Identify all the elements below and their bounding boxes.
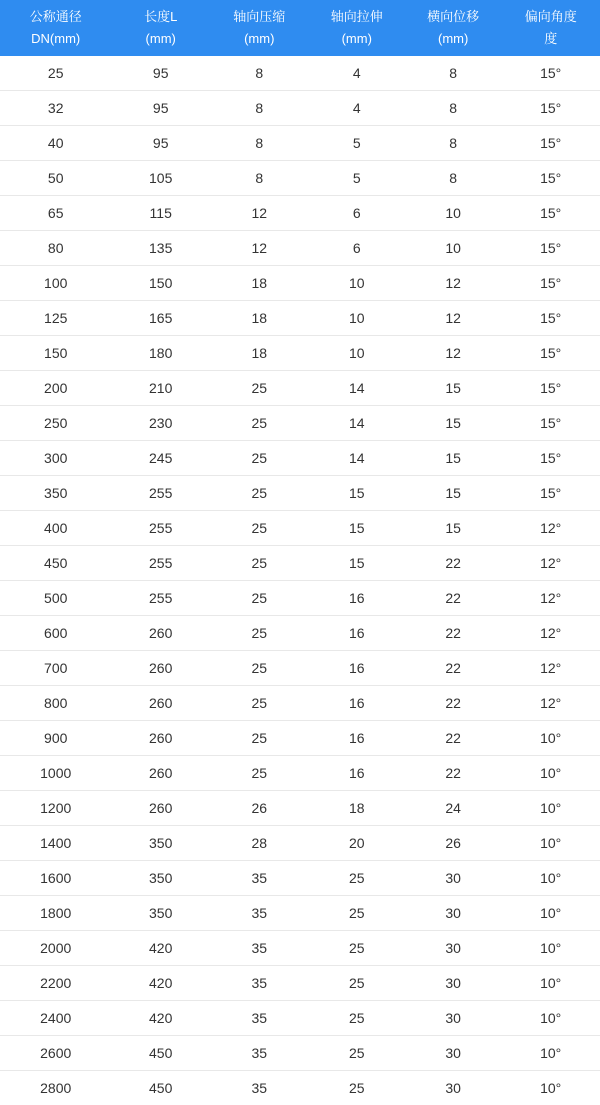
column-header-line1: 公称通径 [2, 6, 109, 28]
column-header-line2: 度 [503, 28, 598, 50]
table-cell: 35 [210, 861, 309, 896]
table-cell: 25 [210, 511, 309, 546]
table-cell: 100 [0, 266, 111, 301]
table-cell: 30 [405, 861, 501, 896]
table-cell: 80 [0, 231, 111, 266]
table-cell: 28 [210, 826, 309, 861]
table-cell: 8 [405, 91, 501, 126]
table-cell: 12° [501, 686, 600, 721]
table-cell: 2200 [0, 966, 111, 1001]
table-cell: 18 [210, 266, 309, 301]
table-cell: 16 [309, 721, 405, 756]
table-row [0, 371, 600, 406]
table-cell: 15° [501, 196, 600, 231]
column-header-line2: (mm) [407, 28, 499, 50]
table-cell: 30 [405, 896, 501, 931]
table-row [0, 581, 600, 616]
table-cell: 500 [0, 581, 111, 616]
table-row [0, 336, 600, 371]
table-cell: 14 [309, 441, 405, 476]
table-row [0, 1071, 600, 1105]
table-cell: 22 [405, 546, 501, 581]
table-cell: 2600 [0, 1036, 111, 1071]
table-cell: 32 [0, 91, 111, 126]
column-header-line2: DN(mm) [2, 28, 109, 50]
table-cell: 10 [309, 336, 405, 371]
table-cell: 125 [0, 301, 111, 336]
table-cell: 1000 [0, 756, 111, 791]
table-cell: 30 [405, 1071, 501, 1105]
table-row [0, 301, 600, 336]
table-cell: 1200 [0, 791, 111, 826]
table-cell: 15 [309, 476, 405, 511]
table-cell: 14 [309, 371, 405, 406]
table-row [0, 91, 600, 126]
table-row [0, 1001, 600, 1036]
table-cell: 230 [111, 406, 210, 441]
table-cell: 5 [309, 161, 405, 196]
table-cell: 8 [405, 161, 501, 196]
table-cell: 165 [111, 301, 210, 336]
table-cell: 12 [210, 196, 309, 231]
table-cell: 25 [309, 861, 405, 896]
table-cell: 15° [501, 301, 600, 336]
table-cell: 4 [309, 91, 405, 126]
table-cell: 15° [501, 371, 600, 406]
table-cell: 1600 [0, 861, 111, 896]
table-cell: 300 [0, 441, 111, 476]
table-cell: 8 [405, 126, 501, 161]
table-row [0, 441, 600, 476]
table-cell: 25 [210, 546, 309, 581]
table-cell: 15 [405, 371, 501, 406]
table-row [0, 791, 600, 826]
table-cell: 8 [210, 161, 309, 196]
table-cell: 25 [210, 756, 309, 791]
table-cell: 12° [501, 581, 600, 616]
table-cell: 12 [405, 301, 501, 336]
table-cell: 350 [111, 826, 210, 861]
table-cell: 25 [210, 476, 309, 511]
table-cell: 10 [309, 301, 405, 336]
table-cell: 95 [111, 56, 210, 91]
table-cell: 400 [0, 511, 111, 546]
table-cell: 35 [210, 1001, 309, 1036]
table-cell: 150 [111, 266, 210, 301]
table-cell: 10° [501, 931, 600, 966]
table-cell: 25 [210, 686, 309, 721]
column-header-1 [111, 0, 210, 56]
table-header [0, 0, 600, 56]
table-cell: 210 [111, 371, 210, 406]
table-cell: 260 [111, 791, 210, 826]
column-header-line1: 轴向压缩 [212, 6, 307, 28]
table-cell: 10° [501, 861, 600, 896]
column-header-3 [309, 0, 405, 56]
table-cell: 260 [111, 616, 210, 651]
table-row [0, 126, 600, 161]
table-row [0, 721, 600, 756]
table-cell: 25 [0, 56, 111, 91]
table-cell: 25 [210, 406, 309, 441]
table-cell: 22 [405, 721, 501, 756]
table-row [0, 1036, 600, 1071]
table-cell: 15° [501, 266, 600, 301]
table-cell: 450 [0, 546, 111, 581]
table-cell: 1400 [0, 826, 111, 861]
table-cell: 260 [111, 721, 210, 756]
table-cell: 12 [405, 336, 501, 371]
table-cell: 15 [405, 441, 501, 476]
table-cell: 700 [0, 651, 111, 686]
table-row [0, 651, 600, 686]
column-header-5 [501, 0, 600, 56]
table-cell: 25 [210, 441, 309, 476]
column-header-4 [405, 0, 501, 56]
table-row [0, 161, 600, 196]
table-row [0, 231, 600, 266]
table-cell: 260 [111, 651, 210, 686]
column-header-2 [210, 0, 309, 56]
table-cell: 350 [111, 896, 210, 931]
table-cell: 2400 [0, 1001, 111, 1036]
table-cell: 420 [111, 966, 210, 1001]
table-cell: 255 [111, 581, 210, 616]
table-row [0, 406, 600, 441]
table-cell: 40 [0, 126, 111, 161]
table-cell: 10° [501, 896, 600, 931]
table-cell: 12° [501, 616, 600, 651]
table-row [0, 266, 600, 301]
column-header-line1: 横向位移 [407, 6, 499, 28]
table-cell: 250 [0, 406, 111, 441]
table-cell: 24 [405, 791, 501, 826]
table-cell: 245 [111, 441, 210, 476]
table-cell: 12° [501, 651, 600, 686]
table-cell: 4 [309, 56, 405, 91]
table-row [0, 931, 600, 966]
table-row [0, 196, 600, 231]
table-cell: 350 [0, 476, 111, 511]
table-row [0, 826, 600, 861]
table-cell: 22 [405, 616, 501, 651]
column-header-line2: (mm) [113, 28, 208, 50]
table-cell: 10° [501, 791, 600, 826]
table-cell: 15 [405, 476, 501, 511]
table-cell: 30 [405, 1001, 501, 1036]
table-cell: 15° [501, 56, 600, 91]
table-row [0, 511, 600, 546]
table-cell: 14 [309, 406, 405, 441]
table-cell: 15 [405, 406, 501, 441]
table-cell: 65 [0, 196, 111, 231]
table-cell: 420 [111, 1001, 210, 1036]
table-cell: 10° [501, 1036, 600, 1071]
table-cell: 135 [111, 231, 210, 266]
table-cell: 18 [309, 791, 405, 826]
table-cell: 18 [210, 336, 309, 371]
table-row [0, 861, 600, 896]
table-cell: 150 [0, 336, 111, 371]
column-header-0 [0, 0, 111, 56]
table-cell: 15° [501, 231, 600, 266]
table-cell: 15 [309, 511, 405, 546]
table-body [0, 56, 600, 1105]
table-cell: 15° [501, 91, 600, 126]
table-cell: 2800 [0, 1071, 111, 1105]
table-cell: 35 [210, 896, 309, 931]
table-cell: 260 [111, 756, 210, 791]
table-cell: 16 [309, 756, 405, 791]
table-cell: 900 [0, 721, 111, 756]
table-row [0, 896, 600, 931]
table-row [0, 686, 600, 721]
table-cell: 26 [405, 826, 501, 861]
table-cell: 22 [405, 651, 501, 686]
table-cell: 25 [309, 966, 405, 1001]
table-cell: 30 [405, 1036, 501, 1071]
table-cell: 255 [111, 476, 210, 511]
table-cell: 10 [405, 196, 501, 231]
table-cell: 180 [111, 336, 210, 371]
table-cell: 6 [309, 196, 405, 231]
table-cell: 450 [111, 1036, 210, 1071]
table-cell: 25 [309, 931, 405, 966]
table-cell: 25 [309, 896, 405, 931]
table-cell: 16 [309, 651, 405, 686]
table-cell: 30 [405, 966, 501, 1001]
table-cell: 1800 [0, 896, 111, 931]
table-cell: 10 [405, 231, 501, 266]
table-cell: 12 [210, 231, 309, 266]
table-cell: 15° [501, 126, 600, 161]
table-cell: 8 [210, 91, 309, 126]
table-cell: 115 [111, 196, 210, 231]
table-cell: 10° [501, 1001, 600, 1036]
table-row [0, 56, 600, 91]
table-cell: 8 [210, 56, 309, 91]
table-cell: 105 [111, 161, 210, 196]
table-cell: 95 [111, 126, 210, 161]
table-cell: 15° [501, 406, 600, 441]
table-cell: 16 [309, 581, 405, 616]
table-cell: 15° [501, 476, 600, 511]
header-row [0, 0, 600, 56]
table-cell: 15 [309, 546, 405, 581]
table-cell: 30 [405, 931, 501, 966]
table-cell: 10° [501, 756, 600, 791]
table-cell: 25 [210, 651, 309, 686]
table-cell: 350 [111, 861, 210, 896]
table-cell: 200 [0, 371, 111, 406]
table-cell: 2000 [0, 931, 111, 966]
column-header-line1: 长度L [113, 6, 208, 28]
table-cell: 15 [405, 511, 501, 546]
table-cell: 50 [0, 161, 111, 196]
table-cell: 800 [0, 686, 111, 721]
table-cell: 8 [210, 126, 309, 161]
table-cell: 10 [309, 266, 405, 301]
table-cell: 22 [405, 581, 501, 616]
table-cell: 600 [0, 616, 111, 651]
column-header-line1: 轴向拉伸 [311, 6, 403, 28]
table-cell: 25 [210, 581, 309, 616]
table-cell: 255 [111, 511, 210, 546]
table-cell: 25 [210, 616, 309, 651]
table-cell: 5 [309, 126, 405, 161]
table-cell: 12 [405, 266, 501, 301]
table-row [0, 476, 600, 511]
table-cell: 18 [210, 301, 309, 336]
table-cell: 25 [210, 371, 309, 406]
table-row [0, 546, 600, 581]
table-cell: 35 [210, 1036, 309, 1071]
table-cell: 8 [405, 56, 501, 91]
table-cell: 10° [501, 1071, 600, 1105]
column-header-line1: 偏向角度 [503, 6, 598, 28]
column-header-line2: (mm) [212, 28, 307, 50]
table-cell: 22 [405, 686, 501, 721]
table-cell: 35 [210, 931, 309, 966]
table-cell: 6 [309, 231, 405, 266]
table-cell: 25 [210, 721, 309, 756]
table-cell: 26 [210, 791, 309, 826]
table-cell: 255 [111, 546, 210, 581]
table-cell: 16 [309, 686, 405, 721]
table-cell: 15° [501, 336, 600, 371]
table-cell: 450 [111, 1071, 210, 1105]
table-row [0, 756, 600, 791]
table-cell: 25 [309, 1001, 405, 1036]
table-cell: 95 [111, 91, 210, 126]
table-cell: 15° [501, 441, 600, 476]
column-header-line2: (mm) [311, 28, 403, 50]
table-row [0, 616, 600, 651]
table-cell: 20 [309, 826, 405, 861]
table-cell: 10° [501, 721, 600, 756]
table-cell: 25 [309, 1071, 405, 1105]
table-cell: 10° [501, 966, 600, 1001]
table-cell: 16 [309, 616, 405, 651]
table-cell: 420 [111, 931, 210, 966]
table-cell: 15° [501, 161, 600, 196]
table-cell: 35 [210, 966, 309, 1001]
table-cell: 12° [501, 546, 600, 581]
table-cell: 10° [501, 826, 600, 861]
table-cell: 25 [309, 1036, 405, 1071]
table-cell: 12° [501, 511, 600, 546]
table-cell: 22 [405, 756, 501, 791]
table-row [0, 966, 600, 1001]
table-cell: 260 [111, 686, 210, 721]
table-cell: 35 [210, 1071, 309, 1105]
